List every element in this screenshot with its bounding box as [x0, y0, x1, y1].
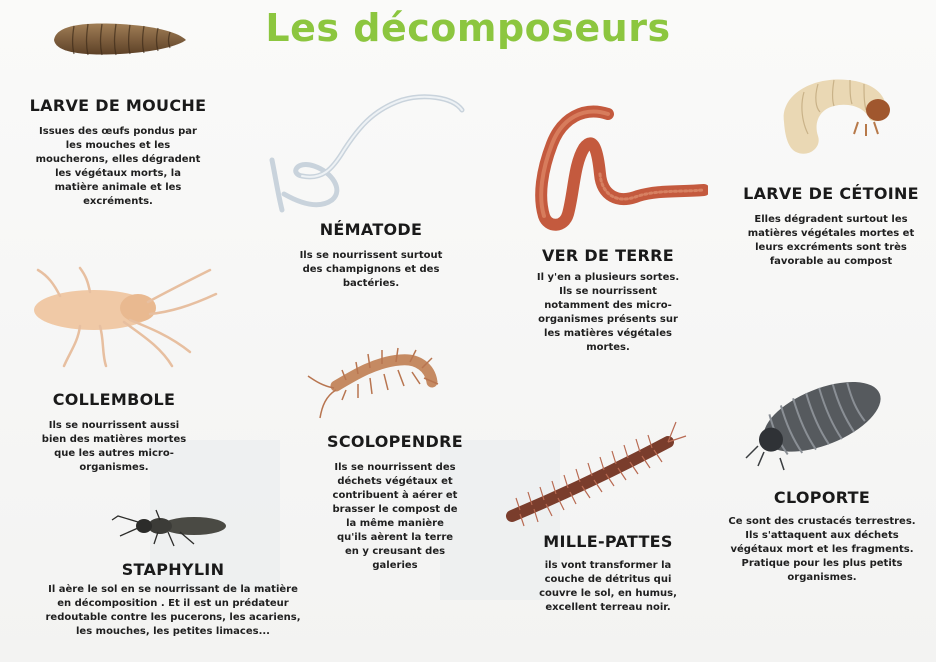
- card-name: NÉMATODE: [319, 220, 423, 239]
- millipede-illustration: [500, 410, 700, 530]
- centipede-illustration: [306, 340, 446, 430]
- card-description: Ce sont des crustacés terrestres. Ils s'attaquent aux déchets végétaux mort et les fragments. Pratique pour les plus petits organismes.: [728, 516, 916, 583]
- card-name: STAPHYLIN: [121, 560, 225, 579]
- chafer-grub-illustration: [774, 72, 898, 160]
- springtail-illustration: [20, 262, 230, 372]
- card-description: ils vont transformer la couche de détritus qui couvre le sol, en humus, excellent terreau noir.: [539, 560, 677, 613]
- card-description: Elles dégradent surtout les matières végétales mortes et leurs excréments sont très favorable au compost: [747, 214, 915, 267]
- card-mille-pattes: [510, 532, 706, 615]
- card-description: Il aère le sol en se nourrissant de la matière en décomposition . Et il est un prédateur redoutable contre les pucerons, les acariens, les mouches, les petites limaces...: [45, 584, 301, 637]
- fly-larva-illustration: [50, 14, 190, 62]
- card-staphylin: [28, 560, 318, 639]
- card-name: CLOPORTE: [773, 488, 871, 507]
- card-name: MILLE-PATTES: [543, 532, 673, 551]
- card-collembole: [16, 390, 212, 475]
- card-name: COLLEMBOLE: [52, 390, 176, 409]
- card-scolopendre: [292, 432, 498, 573]
- card-description: Issues des œufs pondus par les mouches et les moucherons, elles dégradent les végétaux morts, la matière animale et les excréments.: [35, 126, 201, 207]
- card-ver-de-terre: [510, 246, 706, 355]
- nematode-illustration: [262, 90, 472, 220]
- card-name: VER DE TERRE: [542, 246, 674, 265]
- card-larve-de-mouche: [20, 96, 216, 209]
- card-name: SCOLOPENDRE: [327, 432, 463, 451]
- card-description: Ils se nourrissent aussi bien des matières mortes que les autres micro- organismes.: [41, 420, 187, 473]
- card-description: Il y'en a plusieurs sortes. Ils se nourrissent notamment des micro- organismes présents sur les matières végétales mortes.: [536, 272, 680, 353]
- card-name: LARVE DE CÉTOINE: [743, 184, 919, 203]
- card-description: Ils se nourrissent des déchets végétaux et contribuent à aérer et brasser le compost de la même manière qu'ils aèrent la terre en y creusant des galeries: [332, 462, 458, 571]
- card-nematode: [276, 220, 466, 291]
- woodlouse-illustration: [744, 362, 894, 472]
- card-name: LARVE DE MOUCHE: [29, 96, 207, 115]
- card-cloporte: [722, 488, 922, 585]
- page-title: Les décomposeurs: [265, 6, 671, 50]
- rove-beetle-illustration: [110, 506, 230, 550]
- card-larve-de-cetoine: [728, 184, 934, 269]
- card-description: Ils se nourrissent surtout des champignons et des bactéries.: [299, 250, 443, 289]
- earthworm-illustration: [528, 104, 708, 232]
